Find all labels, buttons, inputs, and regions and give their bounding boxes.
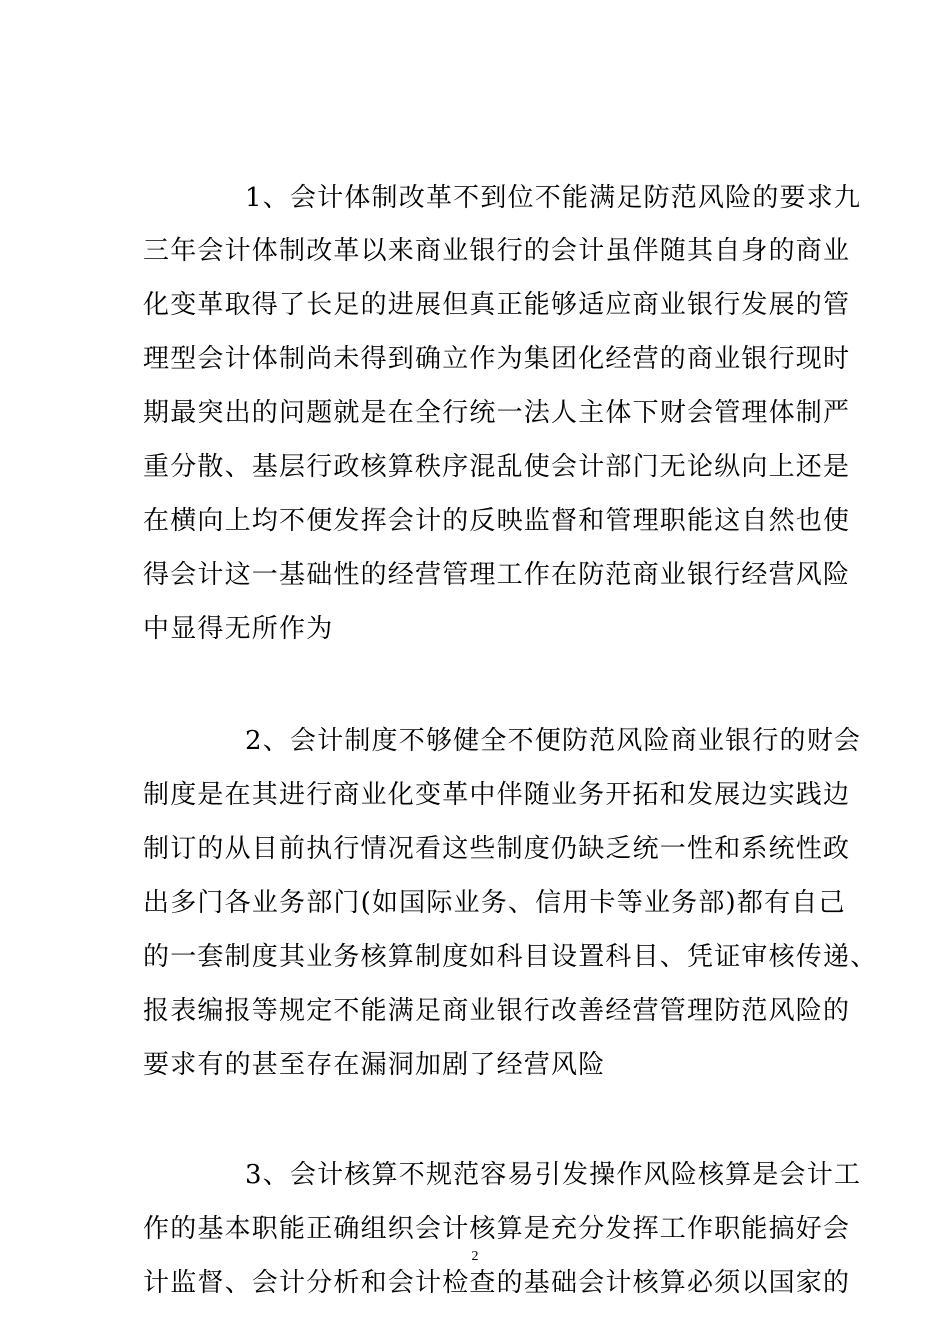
paragraph-3-line-3: 计监督、会计分析和会计检查的基础会计核算必须以国家的: [143, 1268, 851, 1298]
paragraph-1-line-6: 重分散、基层行政核算秩序混乱使会计部门无论纵向上还是: [143, 452, 851, 482]
paragraph-1-line-3: 化变革取得了长足的进展但真正能够适应商业银行发展的管: [143, 290, 851, 320]
paragraph-2-line-5: 的一套制度其业务核算制度如科目设置科目、凭证审核传递、: [143, 942, 878, 972]
paragraph-2-line-3: 制订的从目前执行情况看这些制度仍缺乏统一性和系统性政: [143, 834, 851, 864]
paragraph-1-line-9: 中显得无所作为: [143, 614, 334, 644]
paragraph-2-line-1: 2、会计制度不够健全不便防范风险商业银行的财会: [245, 726, 862, 756]
paragraph-1-line-8: 得会计这一基础性的经营管理工作在防范商业银行经营风险: [143, 560, 851, 590]
paragraph-2-line-4: 出多门各业务部门(如国际业务、信用卡等业务部)都有自己: [143, 888, 846, 918]
paragraph-1-line-1: 1、会计体制改革不到位不能满足防范风险的要求九: [245, 183, 862, 213]
paragraph-2-line-7: 要求有的甚至存在漏洞加剧了经营风险: [143, 1050, 606, 1080]
page-number: 2: [471, 1249, 479, 1264]
paragraph-1-line-5: 期最突出的问题就是在全行统一法人主体下财会管理体制严: [143, 398, 851, 428]
paragraph-1-line-2: 三年会计体制改革以来商业银行的会计虽伴随其自身的商业: [143, 236, 851, 266]
paragraph-2-line-2: 制度是在其进行商业化变革中伴随业务开拓和发展边实践边: [143, 780, 851, 810]
paragraph-1-line-7: 在横向上均不便发挥会计的反映监督和管理职能这自然也使: [143, 506, 851, 536]
paragraph-2-line-6: 报表编报等规定不能满足商业银行改善经营管理防范风险的: [143, 996, 851, 1026]
paragraph-1-line-4: 理型会计体制尚未得到确立作为集团化经营的商业银行现时: [143, 344, 851, 374]
paragraph-3-line-2: 作的基本职能正确组织会计核算是充分发挥工作职能搞好会: [143, 1214, 851, 1244]
paragraph-3-line-1: 3、会计核算不规范容易引发操作风险核算是会计工: [245, 1160, 862, 1190]
